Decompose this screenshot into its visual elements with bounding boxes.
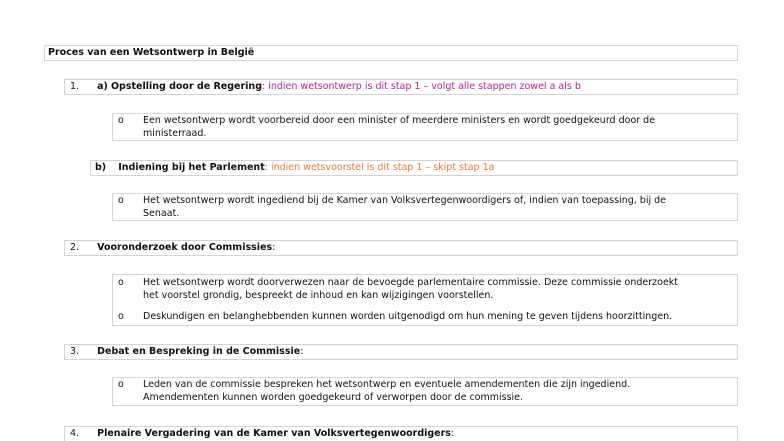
section-4-colon: : bbox=[450, 428, 455, 439]
section-3-text-line2: Amendementen kunnen worden goedgekeurd of verworpen door de commissie. bbox=[143, 392, 524, 403]
section-2-number: 2. bbox=[70, 242, 80, 253]
section-3-title: Debat en Bespreking in de Commissie bbox=[97, 346, 301, 357]
section-2-item2: Deskundigen en belanghebbenden kunnen worden uitgenodigd om hun mening te geven tijdens hoorzittingen. bbox=[143, 311, 673, 322]
section-1b-text-line1: Het wetsontwerp wordt ingediend bij de Kamer van Volksvertegenwoordigers of, indien van toepassing, bij de bbox=[143, 195, 667, 206]
section-3-number: 3. bbox=[70, 346, 80, 357]
section-1b-text-line2: Senaat. bbox=[143, 208, 180, 219]
section-1a-text-line1: Een wetsontwerp wordt voorbereid door een minister of meerdere ministers en wordt goedgekeurd door de bbox=[143, 115, 656, 126]
section-1a-text-line2: ministerraad. bbox=[143, 128, 207, 139]
bullet-icon: o bbox=[118, 195, 124, 206]
section-3-heading bbox=[70, 345, 303, 358]
section-4-number: 4. bbox=[70, 428, 80, 439]
section-1a-note: : indien wetsontwerp is dit stap 1 – volgt alle stappen zowel a als b bbox=[262, 81, 581, 92]
section-1a-letter: a) bbox=[97, 81, 108, 92]
section-3-text-line1: Leden van de commissie bespreken het wetsontwerp en eventuele amendementen die zijn ingediend. bbox=[143, 379, 631, 390]
bullet-icon: o bbox=[118, 277, 124, 288]
section-1b-title: Indiening bij het Parlement bbox=[118, 162, 265, 173]
section-2-item1-line1: Het wetsontwerp wordt doorverwezen naar de bevoegde parlementaire commissie. Deze commissie onderzoekt bbox=[143, 277, 679, 288]
bullet-icon: o bbox=[118, 311, 124, 322]
section-2-heading bbox=[70, 241, 275, 254]
section-1a-heading bbox=[70, 80, 581, 93]
section-1b-letter: b) bbox=[95, 162, 107, 173]
section-1b-note: : indien wetsvoorstel is dit stap 1 – skipt stap 1a bbox=[264, 162, 495, 173]
section-4-title: Plenaire Vergadering van de Kamer van Volksvertegenwoordigers bbox=[97, 428, 451, 439]
section-4-heading bbox=[70, 427, 454, 440]
section-2-title: Vooronderzoek door Commissies bbox=[97, 242, 273, 253]
bullet-icon: o bbox=[118, 115, 124, 126]
section-1-number: 1. bbox=[70, 81, 80, 92]
page-title: Proces van een Wetsontwerp in België bbox=[48, 47, 255, 58]
section-2-item1-line2: het voorstel grondig, bespreekt de inhoud en kan wijzigingen voorstellen. bbox=[143, 290, 494, 301]
section-1a-title: Opstelling door de Regering bbox=[110, 81, 262, 92]
section-1b-heading bbox=[95, 161, 494, 174]
bullet-icon: o bbox=[118, 379, 124, 390]
section-2-colon: : bbox=[272, 242, 276, 253]
section-3-colon: : bbox=[300, 346, 304, 357]
